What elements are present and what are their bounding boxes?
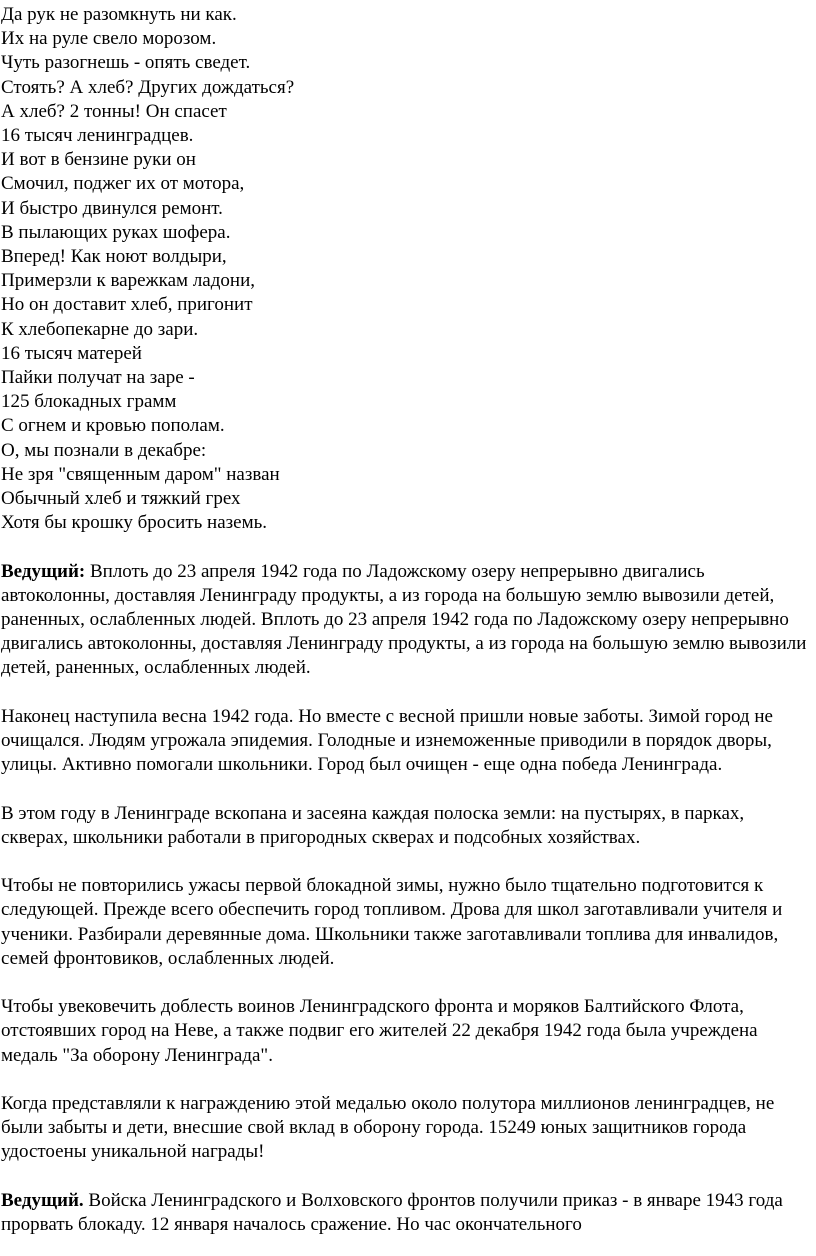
poem-line: 16 тысяч ленинградцев. (1, 125, 194, 147)
paragraph-text: В этом году в Ленинграде вскопана и засеяна каждая полоска земли: на пустырях, в парках, скверах, школьники работали в пригородных скверах и подсобных хозяйствах. (1, 802, 745, 848)
poem-line: Пайки получат на заре - (1, 367, 195, 389)
paragraph-text: Вплоть до 23 апреля 1942 года по Ладожскому озеру непрерывно двигались автоколонны, доставляя Ленинграду продукты, а из города на большую землю вывозили детей, раненных, ослабленных людей. Вплоть до 23 апреля 1942 года по Ладожскому озеру непрерывно двигались автоколонны, доставляя Ленинграду продукты, а из города на большую землю вывозили детей, раненных, ослабленных людей. (1, 560, 807, 679)
poem-line: Смочил, поджег их от мотора, (1, 173, 245, 195)
poem-line: Обычный хлеб и тяжкий грех (1, 488, 241, 510)
poem-line: Чуть разогнешь - опять сведет. (1, 52, 251, 74)
poem-line: 125 блокадных грамм (1, 391, 177, 413)
paragraph-spring-1942 (1, 705, 809, 778)
paragraph-text: Когда представляли к награждению этой медалью около полутора миллионов ленинградцев, не были забыты и дети, внесшие свой вклад в оборону города. 15249 юных защитников города удостоены уникальной награды! (1, 1093, 775, 1163)
poem-line: Примерзли к варежкам ладони, (1, 270, 255, 292)
poem-line: О, мы познали в декабре: (1, 439, 207, 461)
paragraph-fuel (1, 874, 809, 971)
poem-line: 16 тысяч матерей (1, 342, 142, 364)
paragraph-children-award (1, 1092, 809, 1165)
poem-line: Их на руле свело морозом. (1, 28, 217, 50)
poem-line: К хлебопекарне до зари. (1, 318, 199, 340)
poem-line: Но он доставит хлеб, пригонит (1, 294, 253, 316)
speaker-label: Ведущий: (1, 560, 86, 582)
paragraph-presenter-1 (1, 560, 809, 681)
paragraph-text: Наконец наступила весна 1942 года. Но вместе с весной пришли новые заботы. Зимой город не очищался. Людям угрожала эпидемия. Голодные и изнеможенные приводили в порядок дворы, улицы. Активно помогали школьники. Город был очищен - еще одна победа Ленинграда. (1, 705, 773, 776)
paragraph-text: Чтобы увековечить доблесть воинов Ленинградского фронта и моряков Балтийского Флота, отстоявших город на Неве, а также подвиг его жителей 22 декабря 1942 года была учреждена медаль "За оборону Ленинграда". (1, 996, 758, 1066)
poem-line: Да рук не разомкнуть ни как. (1, 4, 237, 25)
paragraph-presenter-2 (1, 1189, 809, 1237)
poem-line: Не зря "священным даром" назван (1, 463, 280, 485)
poem-line: Хотя бы крошку бросить наземь. (1, 512, 268, 534)
paragraph-text: Войска Ленинградского и Волховского фронтов получили приказ - в январе 1943 года прорвать блокаду. 12 января началось сражение. Но час окончательного (1, 1189, 783, 1236)
poem (1, 3, 816, 535)
poem-line: С огнем и кровью пополам. (1, 415, 225, 437)
poem-line: И быстро двинулся ремонт. (1, 197, 223, 219)
paragraph-medal (1, 995, 809, 1068)
poem-line: В пылающих руках шофера. (1, 221, 231, 243)
speaker-label: Ведущий. (1, 1189, 84, 1211)
poem-line: И вот в бензине руки он (1, 149, 196, 171)
poem-line: А хлеб? 2 тонны! Он спасет (1, 100, 227, 122)
poem-line: Вперед! Как ноют волдыри, (1, 246, 227, 268)
poem-line: Стоять? А хлеб? Других дождаться? (1, 76, 295, 98)
paragraph-text: Чтобы не повторились ужасы первой блокадной зимы, нужно было тщательно подготовится к следующей. Прежде всего обеспечить город топливом. Дрова для школ заготавливали учителя и ученики. Разбирали деревянные дома. Школьники также заготавливали топлива для инвалидов, семей фронтовиков, ослабленных людей. (1, 875, 783, 969)
paragraph-gardens (1, 802, 809, 850)
